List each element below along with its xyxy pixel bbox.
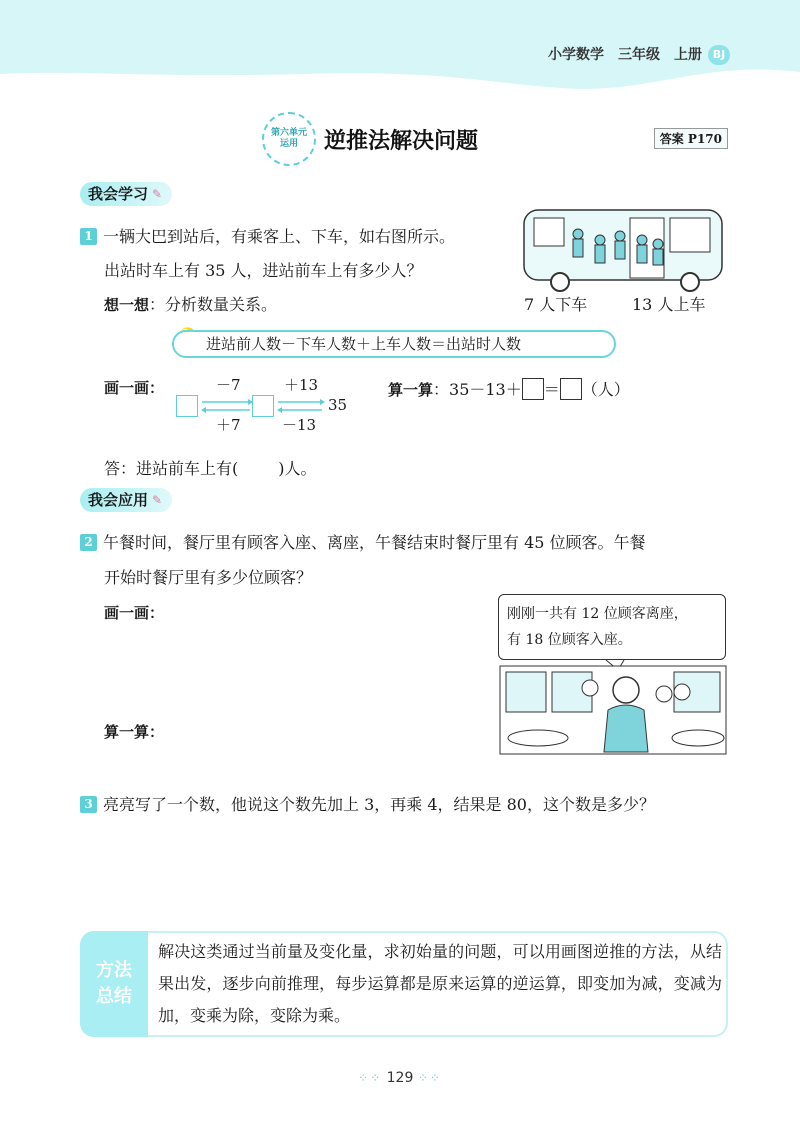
section-learn	[80, 182, 172, 206]
draw-bottom-2: －13	[282, 416, 317, 434]
bus-caption-on: 13 人上车	[632, 295, 706, 314]
page-title: 逆推法解决问题	[324, 128, 479, 154]
method-tag-line2: 总结	[96, 986, 132, 1007]
q2-calc-label: 算一算：	[104, 723, 165, 741]
header-info	[548, 44, 730, 64]
answer-label: 答案	[659, 132, 684, 146]
section-learn-label: 我会学习	[88, 185, 149, 203]
bus-caption-off: 7 人下车	[524, 295, 588, 314]
answer-prefix: 答：进站前车上有(	[104, 459, 239, 478]
q2-line2: 开始时餐厅里有多少位顾客？	[104, 568, 313, 587]
page-number	[0, 1070, 800, 1086]
section-apply	[80, 488, 172, 512]
q1-line1	[80, 224, 455, 247]
calc-text: ：35－13＋	[433, 380, 522, 399]
calc-box-1[interactable]	[522, 378, 544, 400]
calc-box-2[interactable]	[560, 378, 582, 400]
q1-line2: 出站时车上有 35 人，进站前车上有多少人？	[104, 261, 423, 280]
q1-line1-text: 一辆大巴到站后，有乘客上、下车，如右图所示。	[103, 227, 456, 246]
draw-label-text: 画一画	[104, 379, 150, 397]
question-number-1: 1	[80, 228, 97, 245]
q1-answer	[104, 456, 317, 479]
method-summary-text: 解决这类通过当前量及变化量，求初始量的问题，可以用画图逆推的方法，从结果出发，逐步向前推理，每步运算都是原来运算的逆运算，即变加为减，变减为加，变乘为除，变除为乘。	[158, 942, 722, 1025]
header-volume: 上册	[674, 47, 702, 63]
method-tag-line1: 方法	[96, 960, 132, 981]
edition-badge: BJ	[708, 45, 730, 65]
method-summary-tag	[80, 931, 148, 1037]
speech-line1: 刚刚一共有 12 位顾客离座，	[507, 606, 688, 622]
unit-seal-line1: 第六单元	[270, 128, 307, 138]
pencil-icon: ✎	[152, 493, 163, 507]
answer-reference	[654, 128, 728, 149]
question-number-3: 3	[80, 796, 97, 813]
q1-think	[104, 292, 277, 315]
q1-calc	[388, 377, 630, 400]
draw-top-1: －7	[216, 376, 241, 394]
unit-seal-line2: 运用	[279, 139, 298, 149]
draw-box-start[interactable]	[176, 395, 198, 417]
unit-seal	[262, 112, 316, 166]
think-text: ：分析数量关系。	[149, 295, 278, 314]
q2-line1-text: 午餐时间，餐厅里有顾客入座、离座，午餐结束时餐厅里有 45 位顾客。午餐	[103, 533, 646, 552]
q2-draw-label: 画一画：	[104, 604, 165, 622]
q2-line1	[80, 530, 646, 553]
draw-arrows	[198, 396, 326, 416]
calc-unit: （人）	[581, 380, 630, 399]
draw-top-2: ＋13	[284, 376, 319, 394]
q3-line	[80, 792, 655, 815]
formula-box: 进站前人数－下车人数＋上车人数＝出站时人数	[172, 330, 616, 358]
header-grade: 三年级	[618, 47, 660, 63]
calc-equals: ＝	[543, 380, 560, 399]
pencil-icon: ✎	[152, 187, 163, 201]
calc-label: 算一算	[388, 381, 434, 399]
think-label: 想一想	[104, 296, 150, 314]
page-dots-left: ⁘⁘	[358, 1071, 383, 1085]
draw-bottom-1: ＋7	[216, 416, 241, 434]
page-dots-right: ⁘⁘	[417, 1071, 442, 1085]
q1-draw-label: 画一画：	[104, 379, 165, 397]
draw-end-value: 35	[328, 396, 348, 414]
section-apply-label: 我会应用	[88, 491, 149, 509]
q3-text: 亮亮写了一个数，他说这个数先加上 3，再乘 4，结果是 80，这个数是多少？	[103, 795, 655, 814]
bus-illustration	[520, 200, 730, 295]
restaurant-illustration	[498, 660, 728, 756]
speech-line2: 有 18 位顾客入座。	[507, 632, 632, 648]
question-number-2: 2	[80, 534, 97, 551]
speech-bubble	[498, 594, 726, 660]
title-row	[262, 112, 478, 166]
page-number-text: 129	[386, 1070, 414, 1086]
header-subject: 小学数学	[548, 47, 604, 63]
answer-suffix: )人。	[278, 459, 317, 478]
answer-page: P170	[687, 132, 722, 146]
